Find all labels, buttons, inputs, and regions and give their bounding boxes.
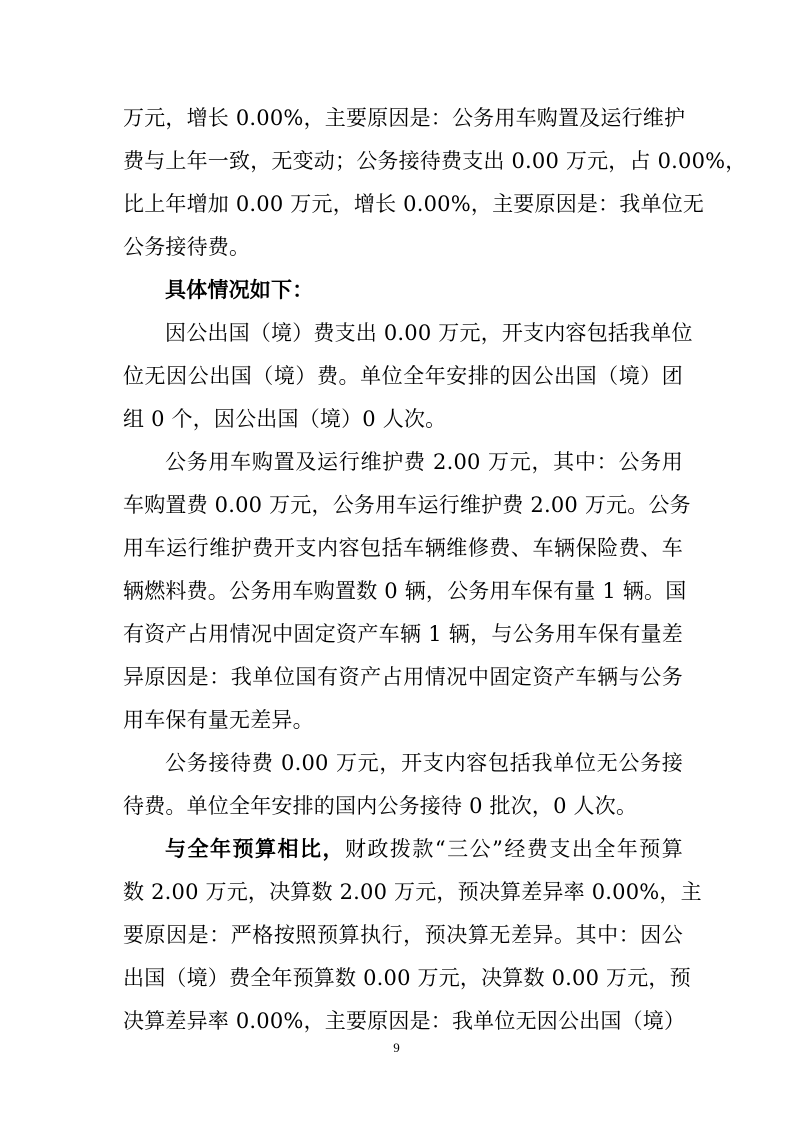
paragraph-line [165, 836, 683, 862]
bold-lead-text: 与全年预算相比， [165, 836, 345, 861]
paragraph-line: 万元，增长 0.00%，主要原因是：公务用车购置及运行维护 [123, 106, 686, 130]
paragraph-line: 车购置费 0.00 万元，公务用车运行维护费 2.00 万元。公务 [123, 493, 691, 517]
paragraph-line: 要原因是：严格按照预算执行，预决算无差异。其中：因公 [123, 923, 683, 947]
paragraph-line: 决算差异率 0.00%，主要原因是：我单位无因公出国（境） [123, 1009, 686, 1033]
paragraph-line: 位无因公出国（境）费。单位全年安排的因公出国（境）团 [123, 364, 683, 388]
paragraph-line: 出国（境）费全年预算数 0.00 万元，决算数 0.00 万元，预 [123, 966, 691, 990]
paragraph-line: 公务接待费 0.00 万元，开支内容包括我单位无公务接 [165, 751, 683, 775]
paragraph-text: 财政拨款“三公”经费支出全年预算 [344, 837, 683, 861]
paragraph-line: 待费。单位全年安排的国内公务接待 0 批次，0 人次。 [123, 794, 638, 818]
paragraph-line: 费与上年一致，无变动；公务接待费支出 0.00 万元，占 0.00%， [123, 149, 747, 173]
section-heading: 具体情况如下： [165, 277, 314, 302]
paragraph-line: 有资产占用情况中固定资产车辆 1 辆，与公务用车保有量差 [123, 622, 683, 646]
paragraph-line: 公务用车购置及运行维护费 2.00 万元，其中：公务用 [165, 450, 683, 474]
paragraph-line: 因公出国（境）费支出 0.00 万元，开支内容包括我单位 [165, 321, 693, 345]
paragraph-line: 组 0 个，因公出国（境）0 人次。 [123, 407, 447, 431]
page-number: 9 [393, 1040, 400, 1055]
paragraph-line: 比上年增加 0.00 万元，增长 0.00%，主要原因是：我单位无 [123, 192, 705, 216]
paragraph-line: 用车运行维护费开支内容包括车辆维修费、车辆保险费、车 [123, 536, 683, 560]
paragraph-line: 数 2.00 万元，决算数 2.00 万元，预决算差异率 0.00%，主 [123, 880, 702, 904]
paragraph-line: 辆燃料费。公务用车购置数 0 辆，公务用车保有量 1 辆。国 [123, 579, 687, 603]
paragraph-line: 异原因是：我单位国有资产占用情况中固定资产车辆与公务 [123, 665, 683, 689]
paragraph-line: 公务接待费。 [123, 235, 251, 259]
paragraph-line: 用车保有量无差异。 [123, 708, 314, 732]
